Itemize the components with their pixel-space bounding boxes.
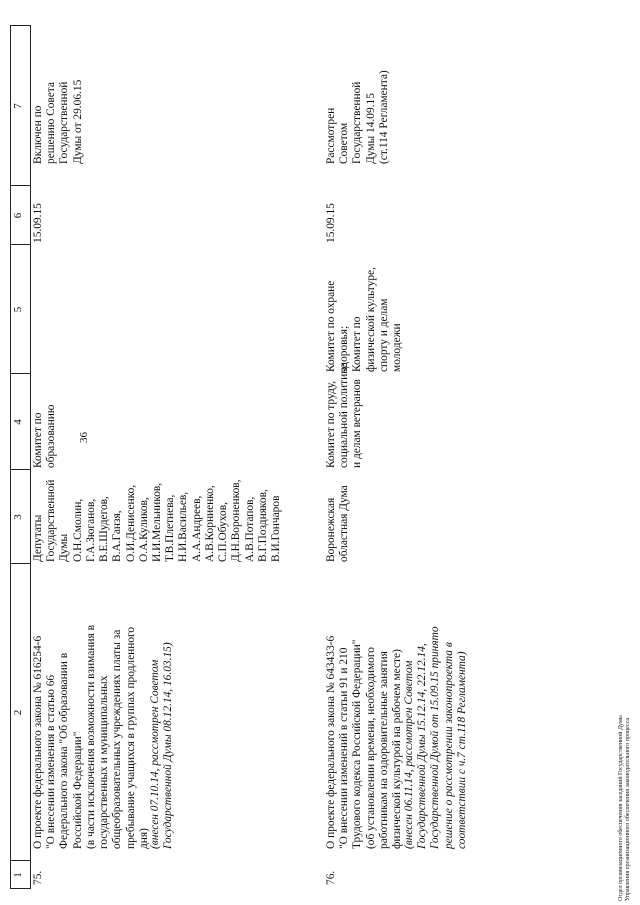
- column-number: 7: [12, 103, 24, 109]
- header-bottom-line: [30, 25, 31, 889]
- responsible-committee: Комитет по труду, социальной политике и делам ветеранов: [325, 363, 364, 468]
- bill-author: Депутаты Государственной Думы О.Н.Смолин, Г.А.Зюганов, В.Е.Шудегов, В.А.Ганзя, О.И.Денисенко, О.А.Куликов, И.И.Мельников, Т.В.Плетнева, Н.И.Васильев, А.А.Андреев, А.В.Корниенко, С.П.Обухов, Д.Н.Вороненков, А.В.Потапов, В.Г.Поздняков, В.И.Гончаров: [32, 479, 282, 562]
- responsible-committee: Комитет по образованию: [32, 404, 58, 468]
- column-number: 4: [12, 419, 24, 425]
- row-number: 75.: [32, 870, 44, 885]
- date: 15.09.15: [32, 203, 44, 243]
- status: Включен по решению Совета Государственной Думы от 29.06.15: [32, 79, 84, 164]
- footer-department: Отдел организационного обеспечения заседаний Государственной Думы: [618, 715, 624, 901]
- header-top-line: [10, 25, 11, 889]
- bill-title: О проекте федерального закона № 643433-6 "О внесении изменений в статьи 91 и 210 Трудового кодекса Российской Федерации" (об установлении времени, необходимого работникам на оздоровительные занятия физической культурой на рабочем месте): [325, 635, 404, 849]
- bills-table: [10, 25, 640, 889]
- bill-author: Воронежская областная Дума: [325, 485, 351, 562]
- column-number: 1: [12, 872, 24, 878]
- bill-note: (внесен 07.10.14, рассмотрен Советом Государственной Думы 08.12.14, 16.03.15): [149, 642, 175, 849]
- row-number: 76.: [325, 870, 337, 885]
- column-number: 6: [12, 212, 24, 219]
- column-number: 5: [12, 306, 24, 313]
- bill-note: (внесен 06.11.14, рассмотрен Советом Государственной Думы 15.12.14, 22.12.14, Государственной Думой от 15.09.15 принято решение о рассмотрении законопроекта в соответствии с ч.7 ст.118 Регламента): [403, 626, 468, 849]
- co-executor-committee: Комитет по охране здоровья; Комитет по физической культуре, спорту и делам молодежи: [325, 267, 404, 372]
- column-number: 2: [12, 709, 24, 716]
- date: 15.09.15: [325, 203, 337, 243]
- page-number: 36: [78, 432, 90, 443]
- status: Рассмотрен Советом Государственной Думы 14.09.15 (ст.114 Регламента): [325, 70, 390, 164]
- column-number: 3: [12, 514, 24, 520]
- bill-title: О проекте федерального закона № 616254-6 "О внесении изменения в статью 66 Федерального закона "Об образовании в Российской Федерации" (в части исключения возможности взимания в государственных и муниципальных общеобразовательных учреждениях платы за пребывание учащихся в группах продленного дня): [32, 625, 150, 849]
- footer-directorate: Управления организационного обеспечения законодательного процесса: [625, 717, 631, 901]
